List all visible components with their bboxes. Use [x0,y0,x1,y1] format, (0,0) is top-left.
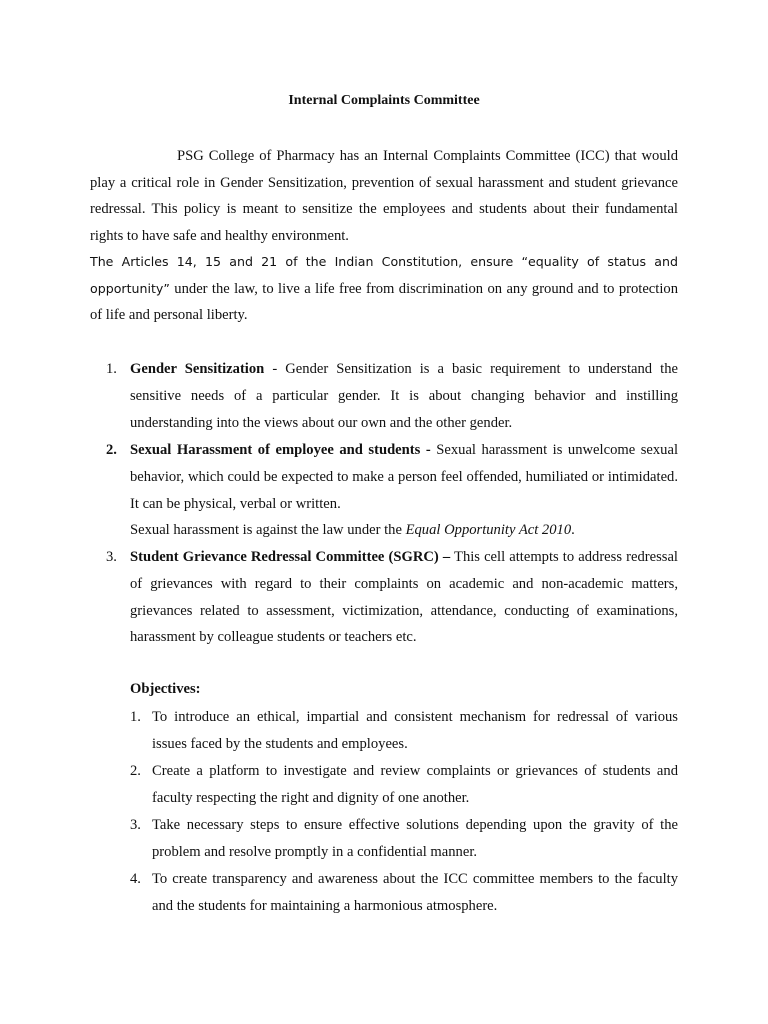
extra-suffix: . [571,522,575,539]
list-heading: Gender Sensitization [130,361,265,377]
list-text: Sexual harassment is unwelcome sexual behavior, which could be expected to make a person feel offended, humiliated or intimidated. It can be physical, verbal or written. [130,442,679,512]
objective-item [130,866,678,920]
list-heading: Sexual Harassment of employee and students - [130,442,431,458]
objective-text: Create a platform to investigate and review complaints or grievances of students and faculty respecting the right and dignity of one another. [152,763,678,806]
objective-number: 2. [130,763,141,779]
list-number: 1. [106,361,117,377]
objective-number: 3. [130,817,141,833]
intro-paragraph: PSG College of Pharmacy has an Internal Complaints Committee (ICC) that would play a critical role in Gender Sensitization, prevention of sexual harassment and student grievance redressal. This policy is meant to sensitize the employees and students about their fundamental rights to have safe and healthy environment. [90,148,678,244]
list-extra [130,517,678,544]
objective-text: Take necessary steps to ensure effective solutions depending upon the gravity of the problem and resolve promptly in a confidential manner. [152,817,678,860]
objective-item [130,758,678,812]
list-item-sgrc [90,544,678,651]
articles-line: The Articles 14, 15 and 21 of the Indian Constitution, ensure “equality of status and opportunity” [90,254,678,296]
list-text: Gender Sensitization is a basic requirement to understand the sensitive needs of a particular gender. It is about changing behavior and instilling understanding into the views about our own and the other gender. [130,361,678,431]
extra-prefix: Sexual harassment is against the law under the [130,522,406,539]
list-body [130,544,678,651]
objective-item [130,704,678,758]
objectives-heading: Objectives: [130,681,201,697]
list-item-gender-sensitization [90,356,678,436]
list-body [130,356,678,436]
list-number: 3. [106,549,117,565]
objective-number: 1. [130,709,141,725]
objective-text: To create transparency and awareness about the ICC committee members to the faculty and the students for maintaining a harmonious atmosphere. [152,871,678,914]
list-heading: Student Grievance Redressal Committee (SGRC) – [130,549,451,565]
list-text: This cell attempts to address redressal of grievances with regard to their complaints on academic and non-academic matters, grievances related to assessment, victimization, attendance, conducting of examinations, harassment by colleague students or teachers etc. [130,549,678,646]
list-body [130,437,678,517]
objective-number: 4. [130,871,141,887]
articles-rest: under the law, to live a life free from discrimination on any ground and to protection of life and personal liberty. [90,280,678,323]
list-item-sexual-harassment [90,437,678,544]
extra-italic: Equal Opportunity Act 2010 [405,522,572,539]
list-separator: - [264,361,286,377]
objective-item [130,812,678,866]
page-title: Internal Complaints Committee [288,93,480,108]
list-number: 2. [106,442,117,458]
objective-text: To introduce an ethical, impartial and consistent mechanism for redressal of various issues faced by the students and employees. [152,709,678,752]
articles-paragraph [90,249,678,329]
